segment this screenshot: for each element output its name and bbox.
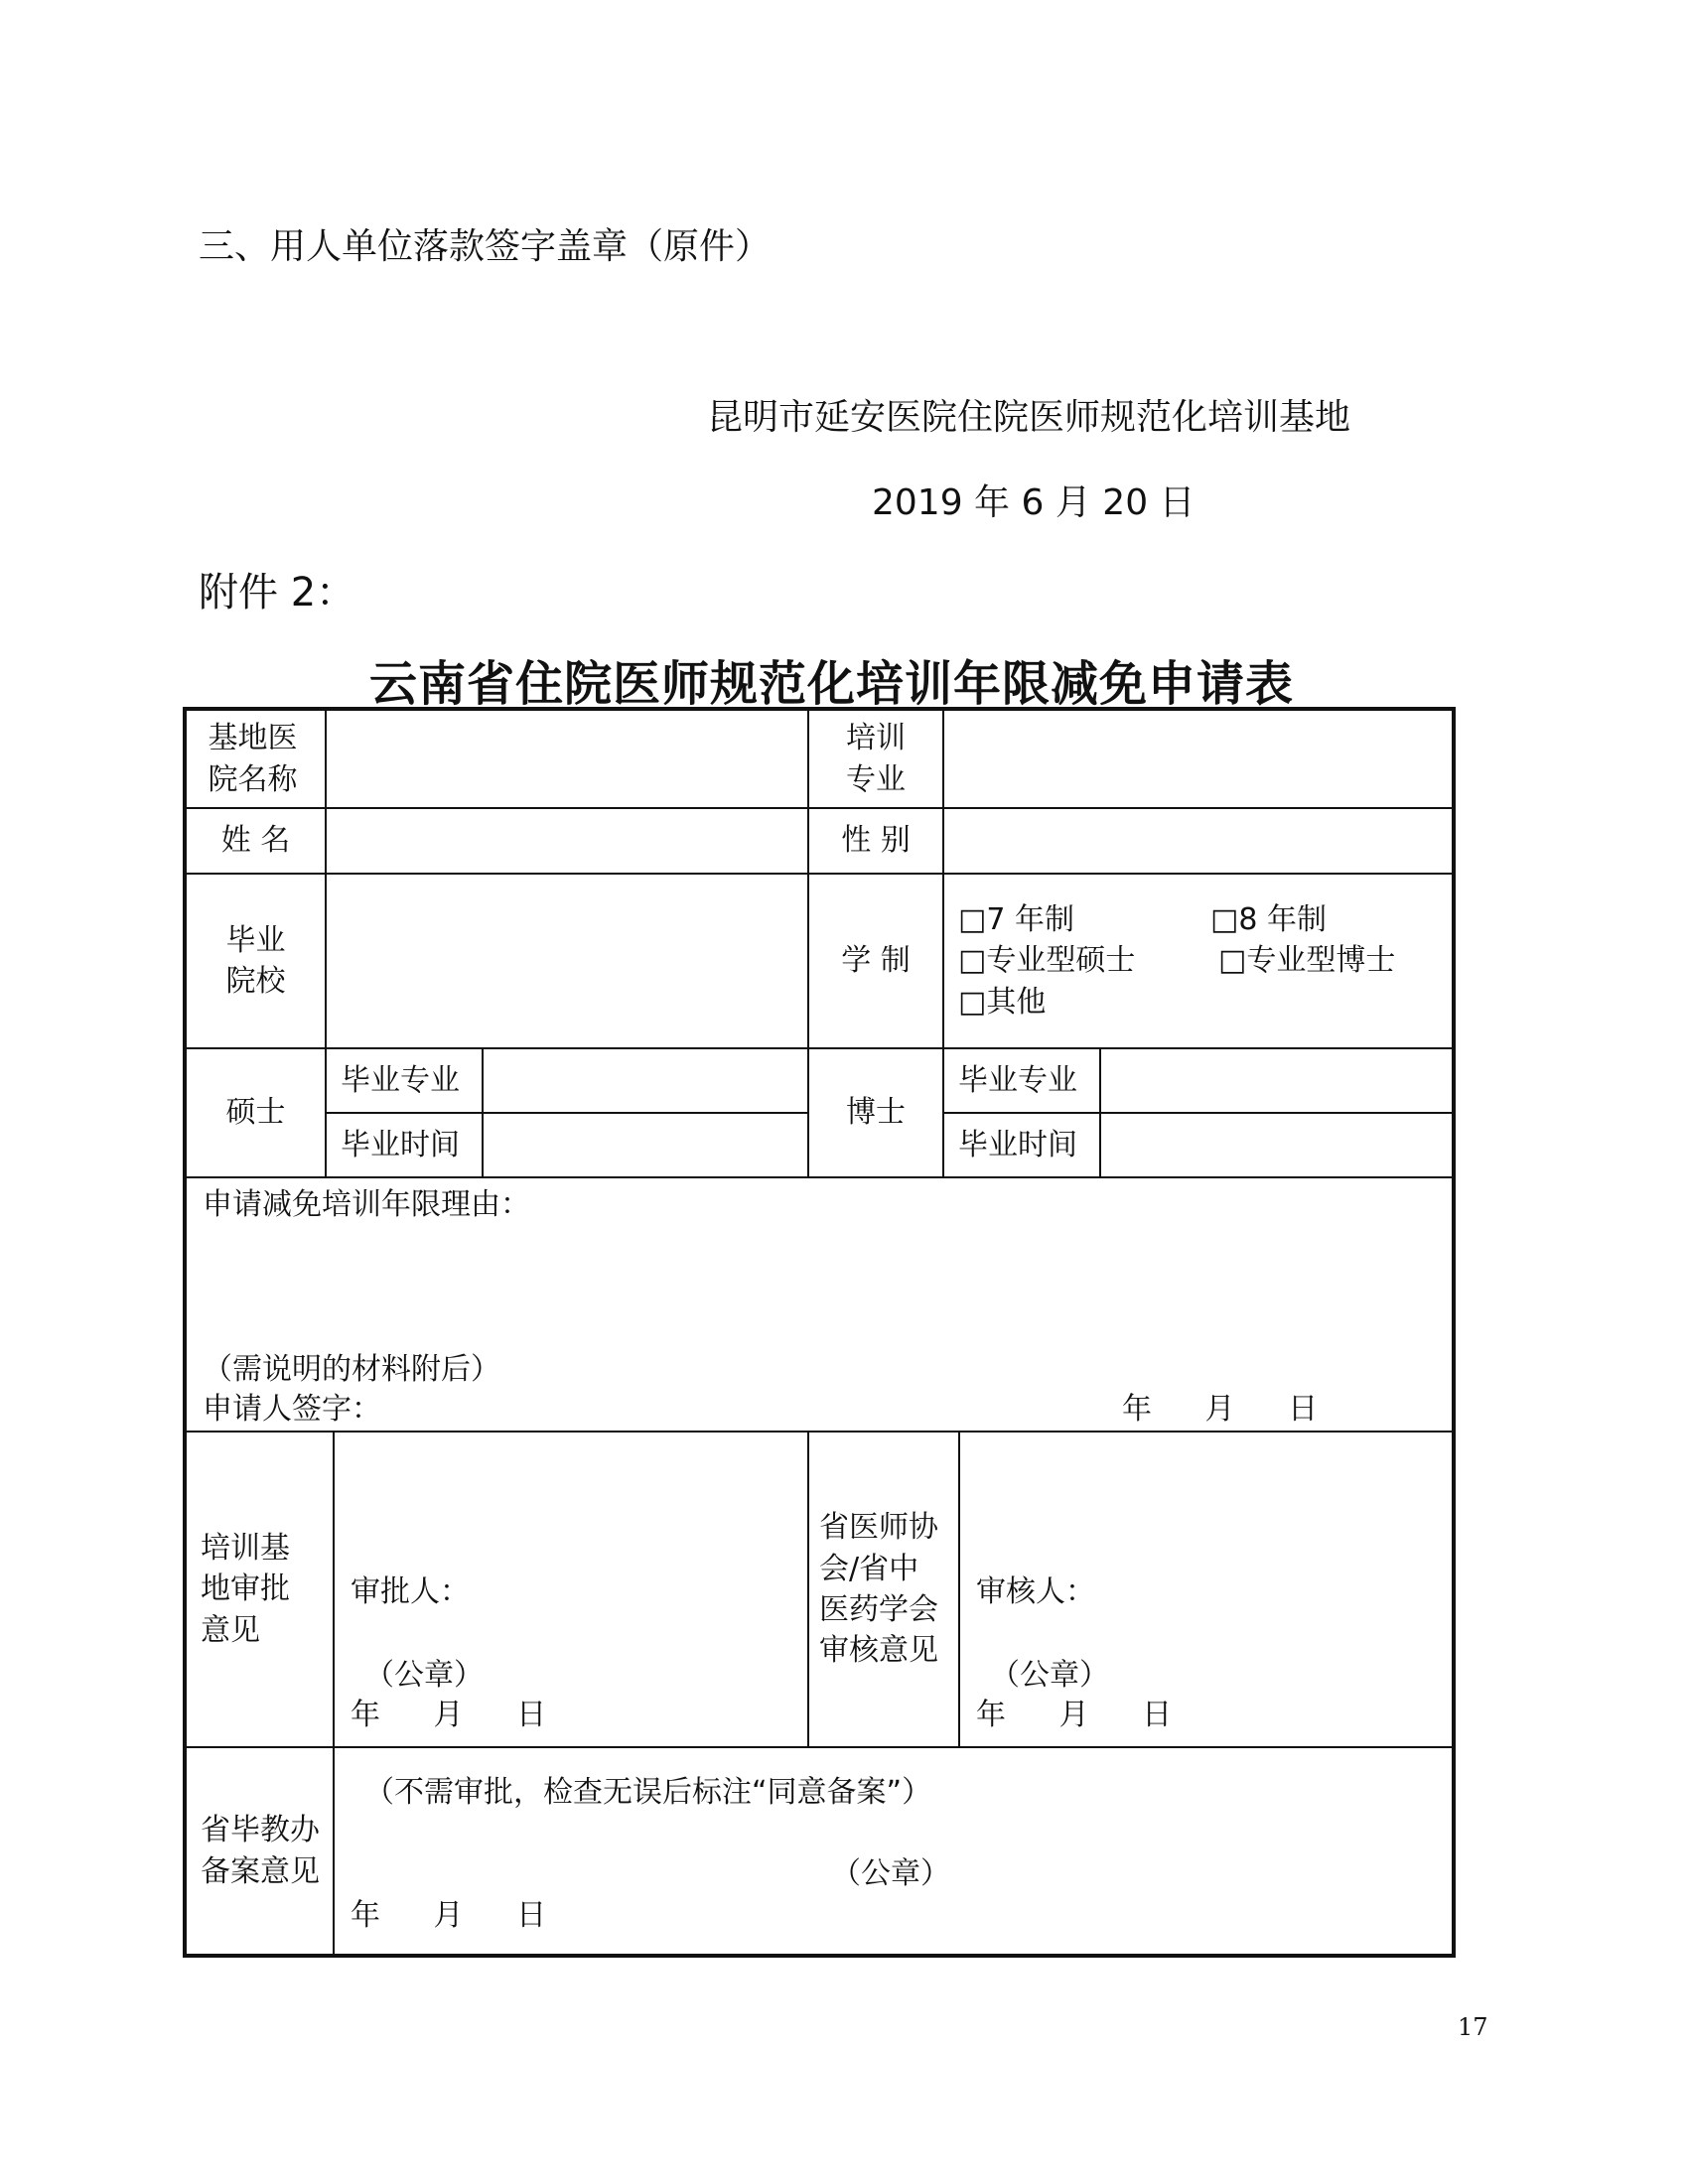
checkbox-8year[interactable]: □8 年制 [1210,901,1327,937]
master-major-input[interactable] [483,1048,808,1113]
system-options [943,874,1454,1048]
master-label: 硕士 [185,1048,326,1177]
association-review-seal: （公章） [990,1658,1110,1693]
major-input[interactable] [943,709,1454,808]
record-note: （不需审批，检查无误后标注“同意备案”） [364,1775,932,1810]
form-title: 云南省住院医师规范化培训年限减免申请表 [369,656,1295,712]
base-approval-area[interactable] [334,1432,808,1747]
master-time-label: 毕业时间 [326,1113,483,1177]
base-hospital-label: 基地医院名称 [208,721,298,797]
attachment-label: 附件 2： [199,570,356,615]
base-hospital-label-cell [185,709,326,808]
association-review-label: 省医师协会/省中医药学会审核意见 [819,1510,939,1669]
record-label-cell [185,1747,334,1956]
doctor-label: 博士 [808,1048,943,1177]
record-area[interactable] [334,1747,1454,1956]
major-label: 培训专业 [846,721,907,797]
base-approver-label: 审批人： [351,1574,470,1609]
section-heading: 三、用人单位落款签字盖章（原件） [199,226,772,267]
record-label: 省毕教办备案意见 [201,1813,320,1889]
school-label-cell [185,874,326,1048]
gender-label: 性 别 [808,808,943,874]
checkbox-7year[interactable]: □7 年制 [958,901,1074,937]
page-number: 17 [1458,2013,1488,2041]
base-approval-label: 培训基地审批意见 [201,1530,290,1648]
record-seal: （公章） [831,1856,950,1891]
doctor-time-input[interactable] [1100,1113,1454,1177]
document-date: 2019 年 6 月 20 日 [872,482,1196,523]
master-major-label: 毕业专业 [326,1048,483,1113]
base-approval-label-cell [185,1432,334,1747]
applicant-signature-label: 申请人签字： [203,1392,381,1427]
record-date-line: 年 月 日 [351,1898,547,1933]
organization-name: 昆明市延安医院住院医师规范化培训基地 [707,397,1351,438]
applicant-date-line: 年 月 日 [1122,1392,1319,1427]
name-input[interactable] [326,808,808,874]
checkbox-other[interactable]: □其他 [958,984,1047,1020]
base-approval-seal: （公章） [364,1658,484,1693]
name-label: 姓 名 [185,808,326,874]
doctor-major-input[interactable] [1100,1048,1454,1113]
doctor-time-label: 毕业时间 [943,1113,1100,1177]
checkbox-professional-master[interactable]: □专业型硕士 [958,943,1136,979]
association-reviewer-label: 审核人： [976,1574,1096,1609]
system-label: 学 制 [808,874,943,1048]
checkbox-professional-doctor[interactable]: □专业型博士 [1218,943,1396,979]
association-review-area[interactable] [959,1432,1454,1747]
base-hospital-input[interactable] [326,709,808,808]
association-review-date-line: 年 月 日 [976,1698,1173,1732]
master-time-input[interactable] [483,1113,808,1177]
base-approval-date-line: 年 月 日 [351,1698,547,1732]
major-label-cell [808,709,943,808]
doctor-major-label: 毕业专业 [943,1048,1100,1113]
reason-cell[interactable] [185,1177,1454,1432]
school-input[interactable] [326,874,808,1048]
association-review-label-cell [808,1432,959,1747]
gender-input[interactable] [943,808,1454,874]
school-label: 毕业院校 [225,922,286,999]
reason-note: （需说明的材料附后） [203,1352,500,1387]
application-form-table [183,707,1456,1958]
reason-label: 申请减免培训年限理由： [203,1187,530,1222]
